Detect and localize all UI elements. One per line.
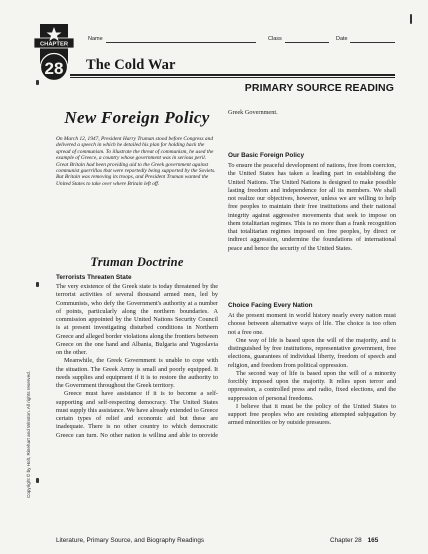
page-number: 165 (367, 537, 379, 544)
continued-paragraph (228, 108, 396, 142)
margin-mark (36, 80, 39, 85)
margin-mark (36, 478, 39, 483)
footer-source: Literature, Primary Source, and Biography Readings (56, 537, 205, 544)
section-heading: PRIMARY SOURCE READING (244, 82, 394, 94)
paragraph: To ensure the peaceful development of nations, free from coercion, the United States has taken a leading part in establishing the United Nations. The United Nations is designed to make possible lasting freedom and independence for all its members. We shall not realize our objectives, however, unless we are willing to help free peoples to maintain their free institutions and their national integrity against aggressive movements that seek to impose on them totalitarian regimes. This is no more than a frank recognition that totalitarian regimes imposed on free peoples, by direct or indirect aggression, undermine the foundations of international peace and hence the security of the United States. (228, 162, 396, 252)
paragraph: At the present moment in world history nearly every nation must choose between alternative ways of life. The choice is too often not a free one. (228, 312, 396, 336)
section-foreign-policy-body (228, 162, 396, 253)
name-label: Name (88, 36, 103, 42)
svg-text:Copyright © by Holt, Rinehart: Copyright © by Holt, Rinehart and Winston. All rights reserved. (26, 371, 31, 498)
paragraph: I believe that it must be the policy of the United States to support free peoples who are resisting attempted subjugation by armed minorities or by outside pressures. (228, 402, 396, 427)
name-field[interactable] (106, 42, 256, 43)
chapter-label: CHAPTER (39, 41, 69, 48)
article-title: New Foreign Policy (64, 108, 210, 127)
margin-mark (410, 14, 412, 24)
chapter-title: The Cold War (86, 57, 176, 73)
copyright-notice (22, 300, 34, 500)
class-field[interactable] (285, 42, 329, 43)
header-rule (70, 74, 395, 76)
footer-chapter: Chapter 28 (330, 537, 362, 544)
paragraph-continued: Greek Government. (228, 108, 278, 116)
paragraph: The very existence of the Greek state is today threatened by the terrorist activities of several thousand armed men, led by Communists, who defy the Government's authority at a number of points, particularly along the northern boundaries. A commission appointed by the United Nations Security Council is at present investigating disturbed conditions in Northern Greece and alleged border violations along the frontiers between Greece on the one hand and Albania, Bulgaria and Yugoslavia on the other. (56, 283, 218, 356)
section-heading-terrorists: Terrorists Threaten State (56, 274, 132, 281)
margin-mark (36, 282, 39, 287)
article-intro: On March 12, 1947, President Harry Truman stood before Congress and delivered a speech in which he detailed his plan for holding back the spread of communism. To illustrate the threat of communism, he used the example of Greece, a country whose government was in serious peril. Great Britain had been providing aid to the Greek government against communist guerrillas that were reportedly being supported by the Soviets. But Britain was removing its troops, and President Truman wanted the United States to take over where Britain left off. (56, 136, 216, 187)
paragraph: Greece must have assistance if it is to become a self-supporting and self-respecting democracy. The United States must supply this assistance. We have already extended to Greece certain types of relief and economic aid but these are inadequate. There is no other country to which democratic Greece can turn. No other nation is willing and able to provide (56, 390, 218, 438)
chapter-number: 28 (44, 59, 64, 78)
section-terrorists-body (56, 283, 218, 533)
chapter-badge (34, 24, 74, 86)
section-heading-foreign-policy: Our Basic Foreign Policy (228, 152, 304, 159)
paragraph: One way of life is based upon the will of the majority, and is distinguished by free institutions, representative government, free elections, guarantees of individual liberty, freedom of speech and religion, and freedom from political oppression. (228, 336, 396, 369)
section-choice-body (228, 312, 396, 428)
header-rule-thin (70, 77, 395, 78)
footer-page-info (330, 537, 378, 544)
paragraph: Meanwhile, the Greek Government is unable to cope with the situation. The Greek Army is small and poorly equipped. It needs supplies and equipment if it is to restore the authority to the Government throughout the Greek territory. (56, 357, 218, 389)
paragraph: The second way of life is based upon the will of a minority forcibly imposed upon the majority. It relies upon terror and oppression, a controlled press and radio, fixed elections, and the suppression of personal freedoms. (228, 369, 396, 402)
date-label: Date (336, 36, 348, 42)
document-title: Truman Doctrine (90, 255, 184, 269)
class-label: Class (268, 36, 282, 42)
section-heading-choice: Choice Facing Every Nation (228, 302, 313, 309)
date-field[interactable] (350, 42, 395, 43)
